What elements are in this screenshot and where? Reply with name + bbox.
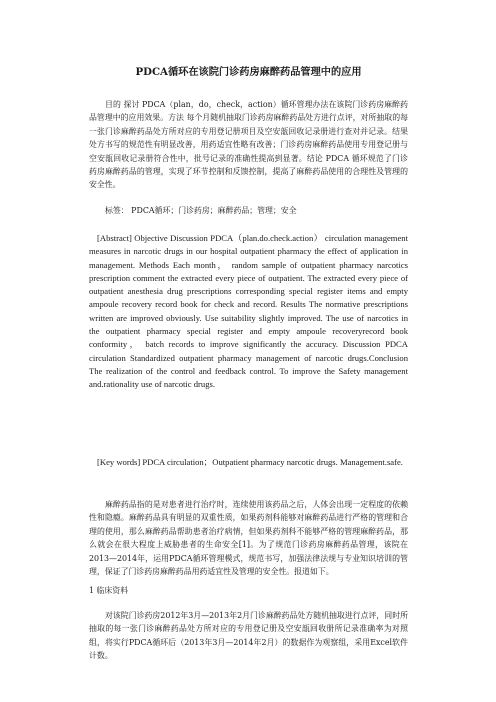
introduction-paragraph: 麻醉药品指的是对患者进行治疗时，连续使用该药品之后，人体会出现一定程度的依赖性和隐瘾。麻醉药品具有明显的双重性质，如果药剂科能够对麻醉药品进行严格的管理和合理的使用，那么麻醉药品帮助患者治疗病情，但如果药剂科不能够严格的管理麻醉药品，那么就会在很大程度上威胁患者的生命安全[1]。为了规范门诊药房麻醉药品管理，该院在2013—2014年，运用PDCA循环管理模式，规范书写，加强法律法规与专业知识培训的管理，保证了门诊药房麻醉药品用药适宜性及管理的安全性。报道如下。: [89, 500, 408, 577]
keywords-english: [Key words] PDCA circulation；Outpatient pharmacy narcotic drugs. Management.safe.: [97, 457, 403, 467]
abstract-english: [Abstract] Objective Discussion PDCA（plan.do.check.action） circulation management measures in narcotic drugs in our hospital outpatient pharmacy the effect of application in management. Methods Each month， random sample of outpatient pharmacy narcotics prescription comment the extracted every piece of outpatient. The extracted every piece of outpatient anesthesia drug prescriptions corresponding special register items and empty ampoule recovery record book for check and record. Results The normative prescriptions written are improved obviously. Use suitability slightly improved. The use of narcotics in the outpatient pharmacy special register and empty ampoule recoveryrecord book conformity， batch records to improve significantly the accuracy. Discussion PDCA circulation Standardized outpatient pharmacy management of narcotic drugs.Conclusion The realization of the control and feedback control. To improve the Safety management and.rationality use of narcotic drugs.: [89, 233, 408, 390]
section-heading-clinical-data: 1 临床资料: [89, 586, 129, 595]
section-clinical-data-text: 对该院门诊药房2012年3月—2013年2月门诊麻醉药品处方随机抽取进行点评，同时所抽取的每一张门诊麻醉药品处方所对应的专用登记册及空安瓿回收册所记录准确率为对照组，将实行PDCA循环后（2013年3月—2014年2月）的数据作为观察组，采用Excel软件计数。: [89, 611, 408, 661]
keywords-chinese: 标签： PDCA循环；门诊药房；麻醉药品；管理；安全: [105, 206, 297, 215]
paper-title: PDCA循环在该院门诊药房麻醉药品管理中的应用: [135, 66, 362, 78]
abstract-chinese: 目的 探讨 PDCA（plan，do，check，action）循环管理办法在该院门诊药房麻醉药品管理中的应用效果。方法 每个月随机抽取门诊药房麻醉药品处方进行点评，对所抽取的每一张门诊麻醉药品处方所对应的专用登记册项目及空安瓿回收记录册进行查对并记录。结果 处方书写的规范性有明显改善，用药适宜性略有改善；门诊药房麻醉药品使用专用登记册与空安瓿回收记录册符合性中，批号记录的准确性提高到显著。结论 PDCA 循环规范了门诊药房麻醉药品的管理，实现了环节控制和反馈控制，提高了麻醉药品使用的合理性及管理的安全性。: [89, 100, 408, 190]
